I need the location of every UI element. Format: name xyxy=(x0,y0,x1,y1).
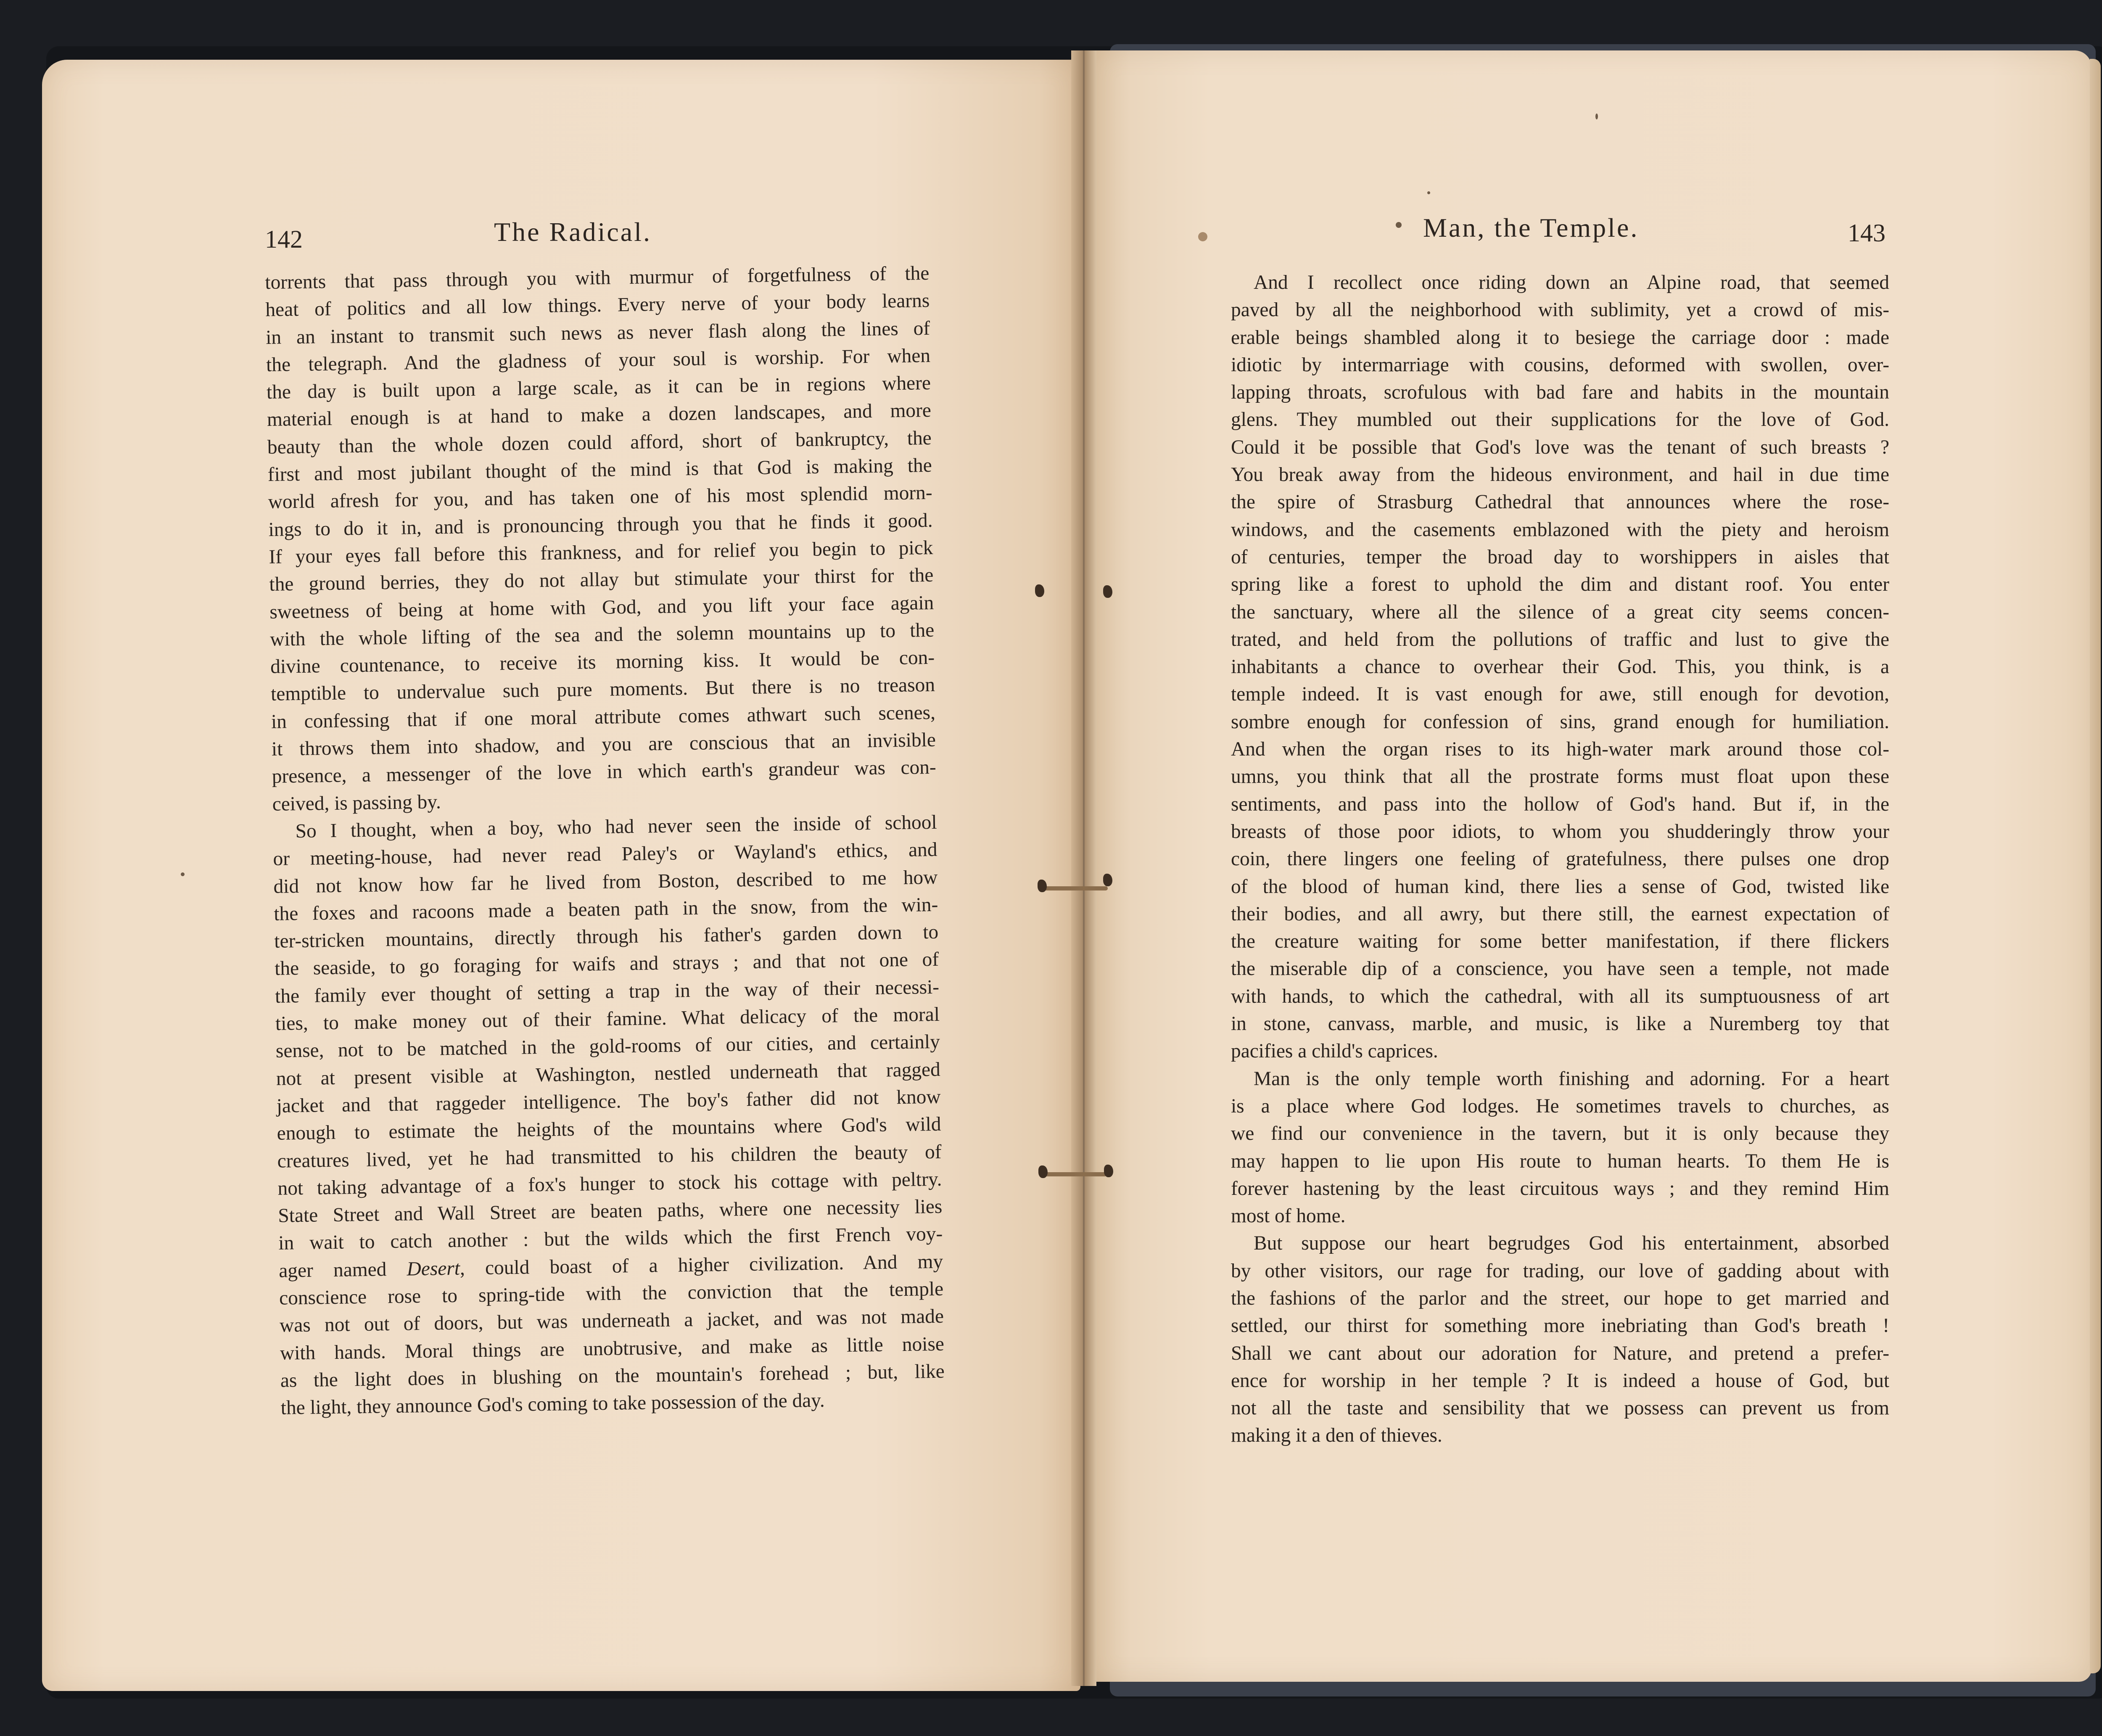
text-line: the telegraph. And the gladness of your soul is worship. For when xyxy=(266,344,931,376)
text-line: is a place where God lodges. He sometimes travels to churches, as xyxy=(1231,1095,1889,1117)
paragraph xyxy=(1231,1230,1889,1449)
text-line: the family ever thought of setting a trap in the way of their necessi- xyxy=(275,976,940,1007)
binding-thread xyxy=(1042,1172,1107,1176)
text-line: it throws them into shadow, and you are conscious that an invisible xyxy=(271,729,936,760)
text-line: State Street and Wall Street are beaten paths, where one necessity lies xyxy=(278,1195,943,1227)
text-line: by other visitors, our rage for trading, our love of gadding about with xyxy=(1231,1260,1889,1282)
stitch-hole xyxy=(1038,1165,1048,1178)
text-line: with hands. Moral things are unobtrusive, and make as little noise xyxy=(280,1333,945,1364)
text-line: But suppose our heart begrudges God his entertainment, absorbed xyxy=(1254,1232,1889,1255)
text-line: the creature waiting for some better manifestation, if there flickers xyxy=(1231,930,1889,953)
text-line: Shall we cant about our adoration for Nature, and pretend a prefer- xyxy=(1231,1342,1889,1364)
text-line: the light, they announce God's coming to take possession of the day. xyxy=(280,1389,825,1419)
text-line: making it a den of thieves. xyxy=(1231,1424,1442,1447)
text-line: And when the organ rises to its high-water mark around those col- xyxy=(1231,738,1889,761)
text-line: in confessing that if one moral attribute comes athwart such scenes, xyxy=(271,701,936,733)
text-line: enough to estimate the heights of the mountains where God's wild xyxy=(277,1113,941,1145)
text-line: sentiments, and pass into the hollow of God's hand. But if, in the xyxy=(1231,793,1889,815)
text-line: idiotic by intermarriage with cousins, deformed with swollen, over- xyxy=(1231,354,1889,376)
text-line: world afresh for you, and has taken one of his most splendid morn- xyxy=(268,482,932,513)
text-line: with the whole lifting of the sea and the solemn mountains up to the xyxy=(269,619,935,650)
text-line: ties, to make money out of their famine. What delicacy of the moral xyxy=(275,1003,940,1035)
stitch-hole xyxy=(1038,880,1047,892)
text-line: the sanctuary, where all the silence of a great city seems concen- xyxy=(1231,601,1889,623)
text-line: coin, there lingers one feeling of gratefulness, there pulses one drop xyxy=(1231,848,1889,870)
text-line: material enough is at hand to make a dozen landscapes, and more xyxy=(267,399,932,431)
text-line: the seaside, to go foraging for waifs and strays ; and that not one of xyxy=(274,949,939,980)
text-line: did not know how far he lived from Boston, described to me how xyxy=(273,866,938,898)
text-line: beauty than the whole dozen could afford, short of bankruptcy, the xyxy=(267,427,932,458)
text-line: You break away from the hideous environment, and hail in due time xyxy=(1231,464,1889,486)
text-line: first and most jubilant thought of the mind is that God is making the xyxy=(267,454,932,486)
text-line: Could it be possible that God's love was the tenant of such breasts ? xyxy=(1231,436,1889,458)
text-line: Man is the only temple worth finishing and adorning. For a heart xyxy=(1254,1067,1889,1090)
text-line: ings to do it in, and is pronouncing through you that he finds it good. xyxy=(268,509,933,541)
text-line: sweetness of being at home with God, and you lift your face again xyxy=(269,592,934,623)
text-line: in stone, canvass, marble, and music, is like a Nuremberg toy that xyxy=(1231,1013,1889,1035)
text-line: paved by all the neighborhood with sublimity, yet a crowd of mis- xyxy=(1231,299,1889,321)
text-line: inhabitants a chance to overhear their God. This, you think, is a xyxy=(1231,656,1889,678)
text-line: lapping throats, scrofulous with bad fare and habits in the mountain xyxy=(1231,381,1889,404)
text-line: forever hastening by the least circuitous ways ; and they remind Him xyxy=(1231,1177,1889,1200)
text-line: presence, a messenger of the love in which earth's grandeur was con- xyxy=(272,756,937,788)
text-line: torrents that pass through you with murmur of forgetfulness of the xyxy=(265,262,930,293)
paragraph xyxy=(272,809,945,1422)
text-line: may happen to lie upon His route to human hearts. To them He is xyxy=(1231,1150,1889,1172)
text-line: with hands, to which the cathedral, with all its sumptuousness of art xyxy=(1231,985,1889,1007)
stitch-hole xyxy=(1103,585,1112,598)
text-line: the fashions of the parlor and the street, our hope to get married and xyxy=(1231,1287,1889,1309)
text-line: So I thought, when a boy, who had never seen the inside of school xyxy=(295,811,937,843)
paper-speck xyxy=(181,872,185,876)
binding-thread xyxy=(1040,886,1108,890)
book-gutter xyxy=(1071,50,1096,1686)
text-line: not all the taste and sensibility that we possess can prevent us from xyxy=(1231,1397,1889,1419)
text-line: trated, and held from the pollutions of traffic and lust to give the xyxy=(1231,628,1889,650)
text-line: creatures lived, yet he had transmitted to his children the beauty of xyxy=(277,1141,942,1172)
text-line: ter-stricken mountains, directly through his father's garden down to xyxy=(274,921,939,952)
text-line: we find our convenience in the tavern, but it is only because they xyxy=(1231,1123,1889,1145)
text-line: the spire of Strasburg Cathedral that announces where the rose- xyxy=(1231,491,1889,513)
text-line: the day is built upon a large scale, as it can be in regions where xyxy=(266,372,931,404)
paragraph xyxy=(1231,269,1889,1065)
text-line: the miserable dip of a conscience, you have seen a temple, not made xyxy=(1231,958,1889,980)
text-line: pacifies a child's caprices. xyxy=(1231,1040,1438,1062)
stitch-hole xyxy=(1104,1165,1113,1177)
text-line: spring like a forest to uphold the dim and distant roof. You enter xyxy=(1231,573,1889,596)
text-line: most of home. xyxy=(1231,1205,1346,1227)
text-line: as the light does in blushing on the mountain's forehead ; but, like xyxy=(280,1360,945,1392)
text-line: heat of politics and all low things. Every nerve of your body learns xyxy=(265,290,930,321)
text-line: If your eyes fall before this frankness, and for relief you begin to pick xyxy=(269,536,933,568)
text-line: was not out of doors, but was underneath a jacket, and was not made xyxy=(279,1305,944,1337)
right-page-number: 143 xyxy=(1848,219,1885,247)
text-line: of centuries, temper the broad day to worshippers in aisles that xyxy=(1231,546,1889,568)
text-line: breasts of those poor idiots, to whom you shudderingly throw your xyxy=(1231,820,1889,843)
text-line: windows, and the casements emblazoned with the piety and heroism xyxy=(1231,518,1889,541)
paper-speck xyxy=(1595,114,1598,119)
right-running-head: Man, the Temple. xyxy=(1423,213,1639,243)
text-line: sense, not to be matched in the gold-rooms of our cities, and certainly xyxy=(275,1031,940,1062)
left-page-number: 142 xyxy=(265,225,303,253)
text-line: their bodies, and all awry, but there still, the earnest expectation of xyxy=(1231,903,1889,925)
left-page-text xyxy=(265,260,945,1422)
text-line: And I recollect once riding down an Alpine road, that seemed xyxy=(1254,272,1889,293)
text-line: the foxes and racoons made a beaten path in the snow, from the win- xyxy=(274,893,938,925)
text-line: not taking advantage of a fox's hunger to stock his cottage with peltry. xyxy=(277,1168,942,1200)
paragraph xyxy=(265,260,937,818)
paper-speck xyxy=(1396,222,1402,228)
text-line: umns, you think that all the prostrate forms must float upon these xyxy=(1231,766,1889,788)
stitch-hole xyxy=(1103,874,1112,886)
text-line: or meeting-house, had never read Paley's or Wayland's ethics, and xyxy=(273,839,937,870)
text-line: of the blood of human kind, there lies a sense of God, twisted like xyxy=(1231,875,1889,898)
text-line: divine countenance, to receive its morning kiss. It would be con- xyxy=(270,647,935,678)
stitch-hole xyxy=(1035,584,1044,597)
italic-word: Desert xyxy=(407,1257,460,1280)
text-line: conscience rose to spring-tide with the conviction that the temple xyxy=(279,1278,944,1309)
text-line: temptible to undervalue such pure moments. But there is no treason xyxy=(270,674,935,705)
paragraph xyxy=(1231,1065,1889,1230)
text-line: jacket and that raggeder intelligence. The boy's father did not know xyxy=(276,1086,941,1117)
left-running-head: The Radical. xyxy=(494,217,652,247)
text-line: settled, our thirst for something more inebriating than God's breath ! xyxy=(1231,1315,1889,1337)
text-line: glens. They mumbled out their supplications for the love of God. xyxy=(1231,409,1889,431)
text-line: in an instant to transmit such news as never flash along the lines of xyxy=(265,317,930,349)
text-line: the ground berries, they do not allay but stimulate your thirst for the xyxy=(269,564,934,596)
text-line: temple indeed. It is vast enough for awe, still enough for devotion, xyxy=(1231,683,1889,705)
text-line: in wait to catch another : but the wilds which the first French voy- xyxy=(278,1223,943,1255)
text-line: not at present visible at Washington, nestled underneath that ragged xyxy=(276,1058,941,1090)
text-line: ceived, is passing by. xyxy=(272,790,441,815)
paper-speck xyxy=(1427,191,1430,194)
paper-speck xyxy=(1198,232,1207,241)
text-line: erable beings shambled along it to besiege the carriage door : made xyxy=(1231,326,1889,349)
text-line: ence for worship in her temple ? It is indeed a house of God, but xyxy=(1231,1369,1889,1392)
right-page-text xyxy=(1231,269,1889,1450)
text-line: ager named Desert, could boast of a higher civilization. And my xyxy=(278,1250,943,1282)
text-line: sombre enough for confession of sins, grand enough for humiliation. xyxy=(1231,711,1889,733)
